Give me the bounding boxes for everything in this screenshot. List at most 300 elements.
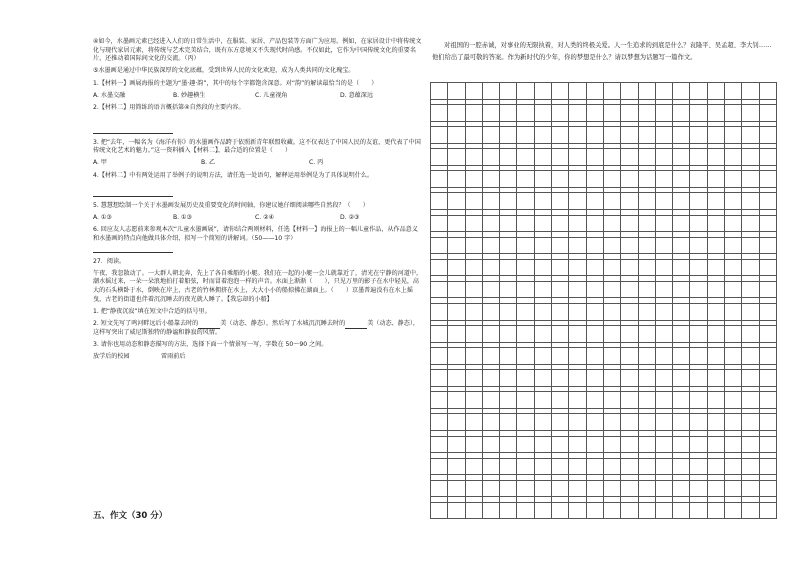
writing-square[interactable] xyxy=(656,503,673,520)
writing-square[interactable] xyxy=(708,193,725,210)
writing-square[interactable] xyxy=(725,127,742,144)
writing-square[interactable] xyxy=(742,193,759,210)
writing-square[interactable] xyxy=(466,459,483,476)
writing-square[interactable] xyxy=(569,414,586,431)
writing-square[interactable] xyxy=(483,127,500,144)
writing-square[interactable] xyxy=(690,193,707,210)
writing-square[interactable] xyxy=(639,503,656,520)
writing-square[interactable] xyxy=(604,171,621,188)
writing-square[interactable] xyxy=(742,414,759,431)
writing-square[interactable] xyxy=(760,437,777,454)
writing-square[interactable] xyxy=(656,282,673,299)
writing-square[interactable] xyxy=(639,459,656,476)
writing-square[interactable] xyxy=(569,282,586,299)
writing-square[interactable] xyxy=(431,127,448,144)
writing-square[interactable] xyxy=(742,127,759,144)
writing-square[interactable] xyxy=(466,171,483,188)
writing-square[interactable] xyxy=(690,260,707,277)
writing-square[interactable] xyxy=(483,171,500,188)
writing-square[interactable] xyxy=(569,238,586,255)
writing-square[interactable] xyxy=(760,238,777,255)
writing-square[interactable] xyxy=(673,370,690,387)
writing-square[interactable] xyxy=(639,370,656,387)
writing-square[interactable] xyxy=(466,481,483,498)
writing-square[interactable] xyxy=(690,282,707,299)
writing-square[interactable] xyxy=(587,348,604,365)
writing-square[interactable] xyxy=(587,326,604,343)
writing-square[interactable] xyxy=(466,83,483,100)
writing-square[interactable] xyxy=(760,414,777,431)
writing-square[interactable] xyxy=(708,171,725,188)
writing-square[interactable] xyxy=(621,503,638,520)
writing-square[interactable] xyxy=(760,326,777,343)
writing-square[interactable] xyxy=(708,238,725,255)
writing-square[interactable] xyxy=(517,370,534,387)
writing-square[interactable] xyxy=(604,105,621,122)
writing-square[interactable] xyxy=(725,304,742,321)
writing-square[interactable] xyxy=(621,216,638,233)
writing-square[interactable] xyxy=(552,83,569,100)
writing-square[interactable] xyxy=(483,437,500,454)
writing-square[interactable] xyxy=(552,437,569,454)
writing-square[interactable] xyxy=(500,304,517,321)
writing-square[interactable] xyxy=(690,105,707,122)
writing-square[interactable] xyxy=(725,326,742,343)
writing-square[interactable] xyxy=(587,127,604,144)
writing-square[interactable] xyxy=(656,83,673,100)
writing-square[interactable] xyxy=(639,392,656,409)
writing-square[interactable] xyxy=(483,348,500,365)
writing-square[interactable] xyxy=(535,437,552,454)
writing-square[interactable] xyxy=(604,149,621,166)
writing-square[interactable] xyxy=(604,437,621,454)
writing-square[interactable] xyxy=(587,171,604,188)
writing-square[interactable] xyxy=(483,216,500,233)
writing-square[interactable] xyxy=(517,481,534,498)
writing-square[interactable] xyxy=(639,304,656,321)
writing-square[interactable] xyxy=(621,149,638,166)
writing-square[interactable] xyxy=(448,437,465,454)
writing-square[interactable] xyxy=(673,437,690,454)
writing-square[interactable] xyxy=(448,127,465,144)
writing-square[interactable] xyxy=(448,414,465,431)
writing-square[interactable] xyxy=(673,193,690,210)
writing-square[interactable] xyxy=(708,326,725,343)
writing-square[interactable] xyxy=(483,503,500,520)
writing-square[interactable] xyxy=(517,304,534,321)
writing-square[interactable] xyxy=(760,105,777,122)
writing-square[interactable] xyxy=(569,437,586,454)
writing-square[interactable] xyxy=(725,260,742,277)
writing-square[interactable] xyxy=(535,171,552,188)
writing-square[interactable] xyxy=(569,481,586,498)
writing-square[interactable] xyxy=(725,238,742,255)
writing-square[interactable] xyxy=(604,348,621,365)
writing-square[interactable] xyxy=(448,326,465,343)
writing-square[interactable] xyxy=(725,149,742,166)
writing-square[interactable] xyxy=(535,348,552,365)
writing-square[interactable] xyxy=(725,348,742,365)
writing-square[interactable] xyxy=(673,304,690,321)
writing-square[interactable] xyxy=(656,171,673,188)
writing-square[interactable] xyxy=(690,370,707,387)
writing-square[interactable] xyxy=(760,260,777,277)
writing-square[interactable] xyxy=(500,238,517,255)
writing-square[interactable] xyxy=(466,282,483,299)
writing-square[interactable] xyxy=(604,83,621,100)
writing-square[interactable] xyxy=(483,282,500,299)
writing-square[interactable] xyxy=(535,193,552,210)
writing-square[interactable] xyxy=(500,260,517,277)
writing-square[interactable] xyxy=(517,392,534,409)
writing-square[interactable] xyxy=(569,127,586,144)
writing-square[interactable] xyxy=(690,149,707,166)
writing-square[interactable] xyxy=(500,193,517,210)
writing-square[interactable] xyxy=(604,127,621,144)
writing-square[interactable] xyxy=(621,260,638,277)
writing-square[interactable] xyxy=(742,348,759,365)
writing-square[interactable] xyxy=(690,459,707,476)
writing-square[interactable] xyxy=(569,260,586,277)
writing-square[interactable] xyxy=(466,238,483,255)
writing-square[interactable] xyxy=(725,414,742,431)
writing-square[interactable] xyxy=(639,193,656,210)
writing-square[interactable] xyxy=(604,414,621,431)
writing-square[interactable] xyxy=(535,481,552,498)
writing-square[interactable] xyxy=(466,437,483,454)
writing-square[interactable] xyxy=(431,83,448,100)
writing-square[interactable] xyxy=(552,193,569,210)
writing-square[interactable] xyxy=(552,282,569,299)
writing-square[interactable] xyxy=(673,392,690,409)
writing-square[interactable] xyxy=(742,171,759,188)
writing-square[interactable] xyxy=(587,83,604,100)
writing-square[interactable] xyxy=(639,437,656,454)
writing-square[interactable] xyxy=(569,326,586,343)
writing-square[interactable] xyxy=(656,149,673,166)
writing-square[interactable] xyxy=(569,459,586,476)
writing-square[interactable] xyxy=(673,260,690,277)
writing-square[interactable] xyxy=(725,459,742,476)
writing-square[interactable] xyxy=(500,105,517,122)
writing-square[interactable] xyxy=(587,149,604,166)
writing-square[interactable] xyxy=(725,105,742,122)
writing-square[interactable] xyxy=(742,503,759,520)
writing-square[interactable] xyxy=(690,414,707,431)
writing-square[interactable] xyxy=(673,282,690,299)
writing-square[interactable] xyxy=(639,238,656,255)
writing-square[interactable] xyxy=(725,193,742,210)
writing-square[interactable] xyxy=(466,260,483,277)
writing-square[interactable] xyxy=(431,149,448,166)
writing-square[interactable] xyxy=(708,348,725,365)
writing-square[interactable] xyxy=(708,216,725,233)
writing-square[interactable] xyxy=(587,304,604,321)
writing-square[interactable] xyxy=(690,437,707,454)
writing-square[interactable] xyxy=(466,503,483,520)
writing-square[interactable] xyxy=(656,392,673,409)
writing-square[interactable] xyxy=(639,171,656,188)
writing-square[interactable] xyxy=(552,238,569,255)
writing-square[interactable] xyxy=(431,414,448,431)
writing-square[interactable] xyxy=(690,216,707,233)
writing-square[interactable] xyxy=(535,282,552,299)
writing-square[interactable] xyxy=(535,260,552,277)
writing-square[interactable] xyxy=(725,437,742,454)
writing-square[interactable] xyxy=(690,127,707,144)
writing-square[interactable] xyxy=(500,414,517,431)
writing-square[interactable] xyxy=(656,216,673,233)
writing-square[interactable] xyxy=(760,370,777,387)
writing-square[interactable] xyxy=(552,149,569,166)
writing-square[interactable] xyxy=(517,503,534,520)
writing-square[interactable] xyxy=(621,348,638,365)
writing-square[interactable] xyxy=(673,459,690,476)
writing-square[interactable] xyxy=(535,414,552,431)
writing-square[interactable] xyxy=(656,304,673,321)
writing-square[interactable] xyxy=(690,304,707,321)
writing-square[interactable] xyxy=(742,260,759,277)
writing-square[interactable] xyxy=(483,370,500,387)
writing-square[interactable] xyxy=(760,171,777,188)
writing-square[interactable] xyxy=(760,216,777,233)
writing-square[interactable] xyxy=(448,260,465,277)
writing-square[interactable] xyxy=(552,459,569,476)
writing-square[interactable] xyxy=(569,503,586,520)
writing-square[interactable] xyxy=(535,105,552,122)
writing-square[interactable] xyxy=(535,127,552,144)
writing-square[interactable] xyxy=(517,193,534,210)
writing-square[interactable] xyxy=(517,260,534,277)
writing-square[interactable] xyxy=(708,105,725,122)
writing-square[interactable] xyxy=(466,414,483,431)
writing-square[interactable] xyxy=(690,481,707,498)
writing-square[interactable] xyxy=(742,304,759,321)
writing-square[interactable] xyxy=(725,282,742,299)
writing-square[interactable] xyxy=(621,282,638,299)
writing-square[interactable] xyxy=(500,459,517,476)
writing-square[interactable] xyxy=(483,238,500,255)
writing-square[interactable] xyxy=(604,370,621,387)
writing-square[interactable] xyxy=(517,216,534,233)
writing-square[interactable] xyxy=(656,238,673,255)
writing-square[interactable] xyxy=(760,193,777,210)
writing-square[interactable] xyxy=(431,216,448,233)
writing-square[interactable] xyxy=(552,326,569,343)
writing-square[interactable] xyxy=(431,348,448,365)
composition-grid[interactable] xyxy=(430,82,777,519)
writing-square[interactable] xyxy=(569,83,586,100)
writing-square[interactable] xyxy=(639,260,656,277)
writing-square[interactable] xyxy=(656,326,673,343)
writing-square[interactable] xyxy=(760,348,777,365)
writing-square[interactable] xyxy=(552,216,569,233)
writing-square[interactable] xyxy=(673,216,690,233)
writing-square[interactable] xyxy=(587,503,604,520)
writing-square[interactable] xyxy=(569,105,586,122)
writing-square[interactable] xyxy=(500,216,517,233)
writing-square[interactable] xyxy=(621,437,638,454)
writing-square[interactable] xyxy=(448,304,465,321)
writing-square[interactable] xyxy=(535,149,552,166)
writing-square[interactable] xyxy=(466,193,483,210)
writing-square[interactable] xyxy=(708,414,725,431)
writing-square[interactable] xyxy=(552,370,569,387)
writing-square[interactable] xyxy=(535,326,552,343)
writing-square[interactable] xyxy=(448,238,465,255)
writing-square[interactable] xyxy=(517,348,534,365)
writing-square[interactable] xyxy=(448,348,465,365)
writing-square[interactable] xyxy=(483,392,500,409)
writing-square[interactable] xyxy=(569,149,586,166)
writing-square[interactable] xyxy=(500,149,517,166)
writing-square[interactable] xyxy=(656,127,673,144)
writing-square[interactable] xyxy=(742,149,759,166)
writing-square[interactable] xyxy=(517,282,534,299)
writing-square[interactable] xyxy=(621,193,638,210)
writing-square[interactable] xyxy=(673,348,690,365)
writing-square[interactable] xyxy=(500,370,517,387)
writing-square[interactable] xyxy=(483,304,500,321)
writing-square[interactable] xyxy=(517,238,534,255)
writing-square[interactable] xyxy=(431,459,448,476)
writing-square[interactable] xyxy=(621,326,638,343)
writing-square[interactable] xyxy=(431,171,448,188)
writing-square[interactable] xyxy=(690,83,707,100)
writing-square[interactable] xyxy=(708,260,725,277)
writing-square[interactable] xyxy=(742,392,759,409)
writing-square[interactable] xyxy=(448,171,465,188)
writing-square[interactable] xyxy=(483,260,500,277)
writing-square[interactable] xyxy=(535,459,552,476)
writing-square[interactable] xyxy=(431,392,448,409)
writing-square[interactable] xyxy=(431,481,448,498)
writing-square[interactable] xyxy=(673,503,690,520)
writing-square[interactable] xyxy=(621,238,638,255)
writing-square[interactable] xyxy=(431,370,448,387)
writing-square[interactable] xyxy=(552,392,569,409)
writing-square[interactable] xyxy=(500,437,517,454)
writing-square[interactable] xyxy=(656,414,673,431)
writing-square[interactable] xyxy=(483,193,500,210)
writing-square[interactable] xyxy=(639,481,656,498)
writing-square[interactable] xyxy=(621,414,638,431)
writing-square[interactable] xyxy=(708,481,725,498)
writing-square[interactable] xyxy=(569,370,586,387)
writing-square[interactable] xyxy=(621,392,638,409)
writing-square[interactable] xyxy=(621,459,638,476)
writing-square[interactable] xyxy=(552,171,569,188)
writing-square[interactable] xyxy=(552,414,569,431)
writing-square[interactable] xyxy=(742,216,759,233)
writing-square[interactable] xyxy=(448,193,465,210)
writing-square[interactable] xyxy=(604,282,621,299)
writing-square[interactable] xyxy=(448,481,465,498)
writing-square[interactable] xyxy=(587,481,604,498)
writing-square[interactable] xyxy=(690,392,707,409)
writing-square[interactable] xyxy=(500,127,517,144)
writing-square[interactable] xyxy=(431,503,448,520)
writing-square[interactable] xyxy=(673,171,690,188)
writing-square[interactable] xyxy=(517,83,534,100)
writing-square[interactable] xyxy=(742,83,759,100)
writing-square[interactable] xyxy=(621,481,638,498)
writing-square[interactable] xyxy=(708,392,725,409)
writing-square[interactable] xyxy=(569,216,586,233)
writing-square[interactable] xyxy=(639,105,656,122)
writing-square[interactable] xyxy=(552,304,569,321)
writing-square[interactable] xyxy=(483,326,500,343)
writing-square[interactable] xyxy=(569,171,586,188)
writing-square[interactable] xyxy=(639,216,656,233)
writing-square[interactable] xyxy=(517,127,534,144)
writing-square[interactable] xyxy=(708,304,725,321)
writing-square[interactable] xyxy=(690,238,707,255)
writing-square[interactable] xyxy=(535,370,552,387)
writing-square[interactable] xyxy=(448,83,465,100)
writing-square[interactable] xyxy=(587,370,604,387)
writing-square[interactable] xyxy=(673,105,690,122)
writing-square[interactable] xyxy=(517,149,534,166)
writing-square[interactable] xyxy=(569,193,586,210)
writing-square[interactable] xyxy=(708,437,725,454)
writing-square[interactable] xyxy=(466,304,483,321)
writing-square[interactable] xyxy=(466,127,483,144)
writing-square[interactable] xyxy=(431,304,448,321)
writing-square[interactable] xyxy=(673,414,690,431)
writing-square[interactable] xyxy=(604,304,621,321)
writing-square[interactable] xyxy=(742,238,759,255)
writing-square[interactable] xyxy=(690,348,707,365)
writing-square[interactable] xyxy=(621,105,638,122)
writing-square[interactable] xyxy=(639,149,656,166)
writing-square[interactable] xyxy=(535,216,552,233)
writing-square[interactable] xyxy=(587,260,604,277)
writing-square[interactable] xyxy=(621,127,638,144)
writing-square[interactable] xyxy=(708,149,725,166)
writing-square[interactable] xyxy=(760,149,777,166)
writing-square[interactable] xyxy=(552,503,569,520)
writing-square[interactable] xyxy=(742,437,759,454)
writing-square[interactable] xyxy=(431,326,448,343)
writing-square[interactable] xyxy=(604,392,621,409)
writing-square[interactable] xyxy=(656,370,673,387)
writing-square[interactable] xyxy=(725,216,742,233)
writing-square[interactable] xyxy=(690,503,707,520)
writing-square[interactable] xyxy=(500,481,517,498)
writing-square[interactable] xyxy=(466,392,483,409)
writing-square[interactable] xyxy=(604,260,621,277)
writing-square[interactable] xyxy=(639,414,656,431)
writing-square[interactable] xyxy=(604,216,621,233)
writing-square[interactable] xyxy=(587,105,604,122)
writing-square[interactable] xyxy=(587,392,604,409)
writing-square[interactable] xyxy=(656,105,673,122)
writing-square[interactable] xyxy=(517,171,534,188)
writing-square[interactable] xyxy=(708,83,725,100)
writing-square[interactable] xyxy=(656,459,673,476)
writing-square[interactable] xyxy=(431,260,448,277)
writing-square[interactable] xyxy=(587,193,604,210)
writing-square[interactable] xyxy=(725,503,742,520)
writing-square[interactable] xyxy=(760,503,777,520)
writing-square[interactable] xyxy=(673,127,690,144)
writing-square[interactable] xyxy=(656,481,673,498)
writing-square[interactable] xyxy=(587,238,604,255)
writing-square[interactable] xyxy=(656,260,673,277)
writing-square[interactable] xyxy=(466,348,483,365)
writing-square[interactable] xyxy=(725,171,742,188)
